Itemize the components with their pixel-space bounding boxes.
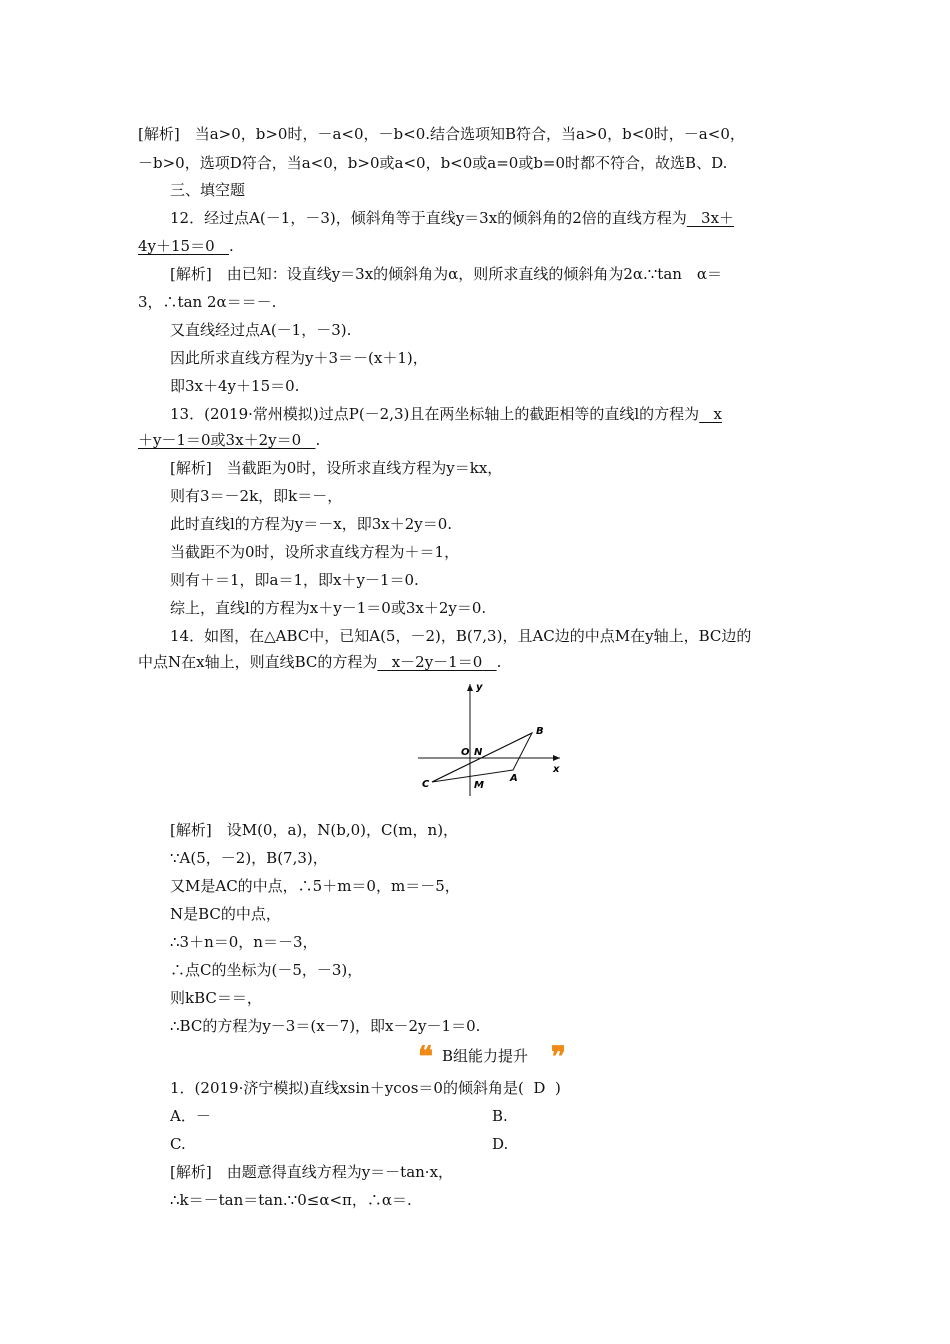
answer-blank [138,431,315,449]
text-line: －b>0，选项D符合，当a<0，b>0或a<0，b<0或a=0或b=0时都不符合，故选B、D. [138,154,728,172]
text-line: 则有＋＝1，即a＝1，即x＋y－1＝0. [170,571,419,589]
text-line: 又M是AC的中点，∴5＋m＝0，m＝－5， [170,877,460,895]
label-x: x [553,764,560,775]
text-line: 当截距不为0时，设所求直线方程为＋＝1， [170,543,460,561]
y-axis-arrow-icon [467,684,473,691]
text-line: ∴k＝－tan＝tan.∵0≤α<π，∴α＝. [170,1191,412,1209]
answer-line: 4y＋15＝0 . [138,237,234,255]
label-b: B [536,726,544,737]
answer-blank [377,653,496,671]
answer-text: x [713,405,722,423]
question-text: 12．经过点A(－1，－3)，倾斜角等于直线y＝3x的倾斜角的2倍的直线方程为 [170,209,687,227]
answer-text: x－2y－1＝0 [391,653,483,671]
section-banner [418,1040,566,1073]
answer-blank [138,237,229,255]
text-line: [解析] 由已知：设直线y＝3x的倾斜角为α，则所求直线的倾斜角为2α.∵tan α＝ [170,265,723,283]
text-line: ∴BC的方程为y－3＝(x－7)，即x－2y－1＝0. [170,1017,481,1035]
close-quote-icon: ❞ [550,1040,566,1073]
text-line: 综上，直线l的方程为x＋y－1＝0或3x＋2y＝0. [170,599,487,617]
option-b: B. [492,1107,508,1125]
text-line: [解析] 由题意得直线方程为y＝－tan·x， [170,1163,454,1181]
question-text: 1．(2019·济宁模拟)直线xsin＋ycos＝0的倾斜角是( [170,1079,524,1097]
text-line: 此时直线l的方程为y＝－x，即3x＋2y＝0. [170,515,453,533]
answer-blank [699,405,722,423]
text-line: 即3x＋4y＋15＝0. [170,377,300,395]
answer-line: 中点N在x轴上，则直线BC的方程为 x－2y－1＝0 . [138,653,502,671]
label-n: N [474,747,483,758]
text-line: [解析] 设M(0，a)，N(b,0)，C(m，n)， [170,821,459,839]
x-axis-arrow-icon [553,755,560,761]
label-y: y [476,682,483,693]
text-line: 因此所求直线方程为y＋3＝－(x＋1)， [170,349,428,367]
label-o: O [461,747,470,758]
label-m: M [474,780,484,791]
answer-text: 4y＋15＝0 [138,237,215,255]
answer-text: 3x＋ [701,209,735,227]
question-text: 中点N在x轴上，则直线BC的方程为 [138,653,378,671]
label-c: C [422,779,430,790]
text-line: N是BC的中点， [170,905,281,923]
question-b1 [170,1078,561,1098]
text-line: 3，∴tan 2α＝＝－. [138,293,277,311]
open-quote-icon: ❝ [418,1040,434,1073]
text-line: ∵A(5，－2)，B(7,3)， [170,849,328,867]
question-14: 14．如图，在△ABC中，已知A(5，－2)，B(7,3)，且AC边的中点M在y轴上，BC边的 [170,627,752,645]
text-line: 又直线经过点A(－1，－3). [170,321,352,339]
section-heading: 三、填空题 [170,181,246,199]
question-13 [170,404,722,424]
option-c: C. [170,1135,186,1153]
text-line: [解析] 当截距为0时，设所求直线方程为y＝kx， [170,459,503,477]
text-line: ∴3＋n＝0，n＝－3， [170,933,318,951]
text-line: 则kBC＝＝， [170,989,262,1007]
text-line: [解析] 当a>0，b>0时，－a<0，－b<0.结合选项知B符合，当a>0，b<0时，－a<0， [138,125,745,143]
question-text: 13．(2019·常州模拟)过点P(－2,3)且在两坐标轴上的截距相等的直线l的方程为 [170,405,700,423]
section-title: B组能力提升 [442,1047,529,1065]
triangle-figure [418,678,568,798]
text-line: 则有3＝－2k，即k＝－， [170,487,343,505]
option-a: A．－ [170,1107,211,1125]
answer-blank [687,209,734,227]
label-a: A [510,773,518,784]
text-line: ∴点C的坐标为(－5，－3)， [170,961,363,979]
answer-choice: D [533,1079,546,1097]
answer-line: ＋y－1＝0或3x＋2y＝0 . [138,431,321,449]
option-d: D. [492,1135,509,1153]
close-paren: ) [554,1079,561,1097]
question-12 [170,208,734,228]
answer-text: ＋y－1＝0或3x＋2y＝0 [138,431,302,449]
